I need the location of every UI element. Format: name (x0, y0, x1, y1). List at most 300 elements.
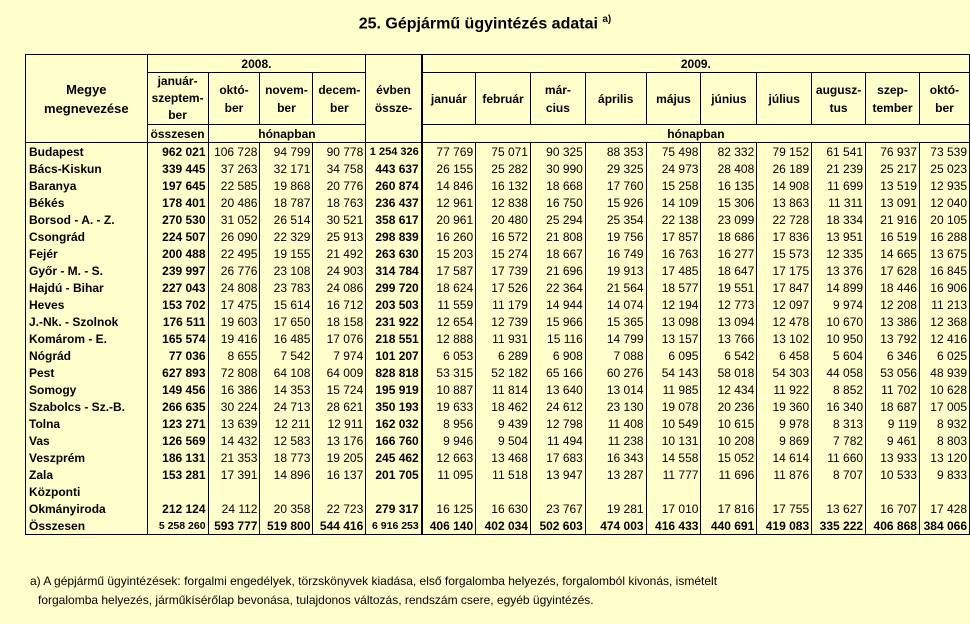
table-cell: 16 750 (530, 194, 585, 211)
table-cell: 12 663 (422, 449, 476, 466)
table-cell: 16 749 (585, 245, 646, 262)
table-cell: 416 433 (646, 517, 701, 535)
table-cell: 17 475 (208, 296, 260, 313)
table-cell: 64 108 (260, 364, 313, 381)
table-cell: 65 166 (530, 364, 585, 381)
table-row (26, 296, 970, 313)
empty-cell (208, 483, 260, 500)
table-cell: 13 014 (585, 381, 646, 398)
table-row (26, 398, 970, 415)
table-cell: 21 808 (530, 228, 585, 245)
county-name: Vas (26, 432, 148, 449)
table-cell: 11 814 (476, 381, 531, 398)
table-cell: 22 585 (208, 177, 260, 194)
table-cell: 15 573 (757, 245, 812, 262)
table-cell: 16 519 (866, 228, 920, 245)
table-cell: 236 437 (375, 195, 419, 210)
col-janszept-total-label: összesen (147, 125, 208, 143)
table-cell: 6 053 (422, 347, 476, 364)
table-row (26, 194, 970, 211)
county-name: Szabolcs - Sz.-B. (26, 398, 148, 415)
table-cell: 8 852 (812, 381, 866, 398)
empty-cell (757, 483, 812, 500)
table-cell: 34 758 (313, 160, 366, 177)
county-name: Hajdú - Bihar (26, 279, 148, 296)
empty-cell (476, 483, 531, 500)
table-cell: 10 533 (866, 466, 920, 483)
honapban-2009: hónapban (422, 125, 970, 143)
spacer-cell (366, 125, 422, 143)
county-name: J.-Nk. - Szolnok (26, 313, 148, 330)
table-cell: 11 922 (757, 381, 812, 398)
table-cell: 23 099 (701, 211, 757, 228)
table-cell: 11 777 (646, 466, 701, 483)
table-cell: 19 633 (422, 398, 476, 415)
table-cell: 24 808 (208, 279, 260, 296)
county-name: Pest (26, 364, 148, 381)
table-cell: 58 018 (701, 364, 757, 381)
table-cell: 48 939 (919, 364, 969, 381)
month-header-4: április (585, 73, 646, 125)
table-cell: 20 961 (422, 211, 476, 228)
table-cell: 22 138 (646, 211, 701, 228)
table-cell: 12 739 (476, 313, 531, 330)
empty-cell (366, 483, 422, 500)
table-cell: 7 542 (260, 347, 313, 364)
table-cell: 19 551 (701, 279, 757, 296)
table-cell: 12 583 (260, 432, 313, 449)
month-header-8: augusz- tus (812, 73, 866, 125)
empty-cell (701, 483, 757, 500)
table-cell: 16 572 (476, 228, 531, 245)
table-cell: 90 325 (530, 143, 585, 161)
empty-cell (866, 483, 920, 500)
table-cell: 17 175 (757, 262, 812, 279)
table-cell: 593 777 (208, 517, 260, 535)
table-cell: 166 760 (375, 433, 419, 448)
table-cell: 9 504 (476, 432, 531, 449)
table-cell: 18 687 (866, 398, 920, 415)
table-row (26, 262, 970, 279)
table-cell: 8 956 (422, 415, 476, 432)
table-cell: 12 211 (260, 415, 313, 432)
table-cell: 15 203 (422, 245, 476, 262)
table-cell: 14 109 (646, 194, 701, 211)
table-cell: 474 003 (585, 517, 646, 535)
page-title (0, 14, 970, 33)
table-cell: 13 386 (866, 313, 920, 330)
table-cell: 31 052 (208, 211, 260, 228)
table-cell: 10 615 (701, 415, 757, 432)
table-cell: 176 511 (147, 313, 208, 330)
table-cell: 37 263 (208, 160, 260, 177)
table-cell: 12 368 (919, 313, 969, 330)
table-cell: 21 239 (812, 160, 866, 177)
table-cell: 6 289 (476, 347, 531, 364)
table-cell: 1 254 326 (369, 145, 419, 158)
table-cell: 52 182 (476, 364, 531, 381)
county-name: Nógrád (26, 347, 148, 364)
table-cell: 18 667 (530, 245, 585, 262)
table-cell: 13 376 (812, 262, 866, 279)
table-cell: 11 702 (866, 381, 920, 398)
table-cell: 23 767 (530, 500, 585, 517)
table-cell: 178 401 (147, 194, 208, 211)
table-cell: 16 343 (585, 449, 646, 466)
title-text: 25. Gépjármű ügyintézés adatai (358, 15, 598, 33)
table-cell: 16 630 (476, 500, 531, 517)
table-cell: 17 587 (422, 262, 476, 279)
table-cell: 13 933 (866, 449, 920, 466)
table-cell: 8 803 (919, 432, 969, 449)
table-cell: 24 713 (260, 398, 313, 415)
table-cell: 19 360 (757, 398, 812, 415)
table-cell: 22 364 (530, 279, 585, 296)
table-cell: 13 120 (919, 449, 969, 466)
table-cell: 17 760 (585, 177, 646, 194)
table-cell: 94 799 (260, 143, 313, 161)
table-cell: 11 985 (646, 381, 701, 398)
table-cell: 7 974 (313, 347, 366, 364)
table-cell: 19 913 (585, 262, 646, 279)
month-header-2: február (476, 73, 531, 125)
county-name: Bács-Kiskun (26, 160, 148, 177)
table-cell: 12 888 (422, 330, 476, 347)
table-cell: 106 728 (208, 143, 260, 161)
table-cell: 19 868 (260, 177, 313, 194)
honapban-2008: hónapban (208, 125, 366, 143)
table-cell: 15 116 (530, 330, 585, 347)
empty-cell (919, 483, 969, 500)
table-cell: 14 908 (757, 177, 812, 194)
table-cell: 17 391 (208, 466, 260, 483)
table-cell: 15 724 (313, 381, 366, 398)
table-cell: 195 919 (375, 382, 419, 397)
table-cell: 77 769 (422, 143, 476, 161)
table-cell: 314 784 (375, 263, 419, 278)
table-cell: 13 640 (530, 381, 585, 398)
table-cell: 15 052 (701, 449, 757, 466)
table-cell: 402 034 (476, 517, 531, 535)
table-cell: 17 526 (476, 279, 531, 296)
table-cell: 19 205 (313, 449, 366, 466)
table-cell: 6 095 (646, 347, 701, 364)
table-cell: 218 551 (375, 331, 419, 346)
table-cell: 149 456 (147, 381, 208, 398)
footnote (30, 572, 717, 610)
table-cell: 15 274 (476, 245, 531, 262)
table-cell: 21 492 (313, 245, 366, 262)
table-row (26, 466, 970, 483)
table-cell: 13 639 (208, 415, 260, 432)
title-note: a) (602, 14, 612, 25)
table-cell: 14 614 (757, 449, 812, 466)
table-cell: 11 179 (476, 296, 531, 313)
table-cell: 17 485 (646, 262, 701, 279)
table-cell: 298 839 (375, 229, 419, 244)
table-cell: 201 705 (375, 467, 419, 482)
table-cell: 79 152 (757, 143, 812, 161)
table-row (26, 279, 970, 296)
table-cell: 6 346 (866, 347, 920, 364)
table-cell: 54 303 (757, 364, 812, 381)
table-cell: 231 922 (375, 314, 419, 329)
table-cell: 13 766 (701, 330, 757, 347)
table-cell: 30 224 (208, 398, 260, 415)
table-cell: 26 514 (260, 211, 313, 228)
table-cell: 350 193 (375, 399, 419, 414)
table-cell: 12 773 (701, 296, 757, 313)
table-row (26, 313, 970, 330)
table-cell: 75 498 (646, 143, 701, 161)
county-name: Okmányiroda (26, 500, 148, 517)
table-cell: 22 329 (260, 228, 313, 245)
table-cell: 25 913 (313, 228, 366, 245)
table-cell: 16 135 (701, 177, 757, 194)
table-row (26, 228, 970, 245)
table-cell: 16 845 (919, 262, 969, 279)
table-row-total (26, 517, 970, 535)
table-cell: 384 066 (919, 517, 969, 535)
table-cell: 13 675 (919, 245, 969, 262)
col-janszept-header: január- szeptem- ber (147, 73, 208, 125)
table-cell: 17 683 (530, 449, 585, 466)
table-cell: 72 808 (208, 364, 260, 381)
table-cell: 11 311 (812, 194, 866, 211)
table-row (26, 211, 970, 228)
table-cell: 16 132 (476, 177, 531, 194)
table-cell: 20 105 (919, 211, 969, 228)
table-row (26, 330, 970, 347)
empty-cell (585, 483, 646, 500)
table-row (26, 483, 970, 500)
table-cell: 14 558 (646, 449, 701, 466)
month-header-1: január (422, 73, 476, 125)
county-name: Csongrád (26, 228, 148, 245)
table-cell: 18 334 (812, 211, 866, 228)
year-2009-header: 2009. (422, 55, 970, 73)
table-cell: 9 439 (476, 415, 531, 432)
table-cell: 17 628 (866, 262, 920, 279)
table-cell: 16 277 (701, 245, 757, 262)
table-cell: 299 720 (375, 280, 419, 295)
table-cell: 24 903 (313, 262, 366, 279)
table-cell: 266 635 (147, 398, 208, 415)
table-cell: 8 932 (919, 415, 969, 432)
table-cell: 962 021 (147, 143, 208, 161)
table-cell: 17 739 (476, 262, 531, 279)
col-evben-header: évben össze- (374, 82, 413, 115)
table-cell: 26 776 (208, 262, 260, 279)
table-cell: 11 408 (585, 415, 646, 432)
table-cell: 73 539 (919, 143, 969, 161)
table-cell: 15 306 (701, 194, 757, 211)
table-cell: 11 931 (476, 330, 531, 347)
table-cell: 25 354 (585, 211, 646, 228)
table-cell: 12 416 (919, 330, 969, 347)
table-cell: 13 468 (476, 449, 531, 466)
table-cell: 6 908 (530, 347, 585, 364)
month-header-10: októ- ber (919, 73, 969, 125)
table-cell: 153 281 (147, 466, 208, 483)
table-cell: 15 258 (646, 177, 701, 194)
table-cell: 17 857 (646, 228, 701, 245)
table-cell: 18 446 (866, 279, 920, 296)
table-row (26, 364, 970, 381)
table-cell: 15 614 (260, 296, 313, 313)
table-cell: 14 665 (866, 245, 920, 262)
month-header-9: szep- tember (866, 73, 920, 125)
table-cell: 64 009 (313, 364, 366, 381)
table-cell: 12 097 (757, 296, 812, 313)
table-cell: 12 654 (422, 313, 476, 330)
county-header: Megye megnevezése (26, 55, 148, 143)
table-cell: 15 966 (530, 313, 585, 330)
table-cell: 24 112 (208, 500, 260, 517)
table-row (26, 449, 970, 466)
table-cell: 13 947 (530, 466, 585, 483)
table-cell: 260 874 (375, 178, 419, 193)
table-cell: 19 603 (208, 313, 260, 330)
table-cell: 10 131 (646, 432, 701, 449)
table-cell: 12 911 (313, 415, 366, 432)
county-name: Központi (26, 483, 148, 500)
table-cell: 13 287 (585, 466, 646, 483)
table-cell: 8 655 (208, 347, 260, 364)
table-cell: 186 131 (147, 449, 208, 466)
table-cell: 28 621 (313, 398, 366, 415)
table-cell: 26 155 (422, 160, 476, 177)
table-cell: 11 095 (422, 466, 476, 483)
table-cell: 18 624 (422, 279, 476, 296)
table-cell: 7 782 (812, 432, 866, 449)
table-cell: 18 787 (260, 194, 313, 211)
table-row (26, 381, 970, 398)
table-cell: 13 951 (812, 228, 866, 245)
table-cell: 22 723 (313, 500, 366, 517)
table-cell: 61 541 (812, 143, 866, 161)
table-cell: 11 213 (919, 296, 969, 313)
table-cell: 11 876 (757, 466, 812, 483)
table-cell: 25 294 (530, 211, 585, 228)
table-cell: 14 432 (208, 432, 260, 449)
spacer-cell (366, 55, 422, 73)
table-cell: 90 778 (313, 143, 366, 161)
table-cell: 18 577 (646, 279, 701, 296)
table-cell: 406 868 (866, 517, 920, 535)
table-cell: 19 281 (585, 500, 646, 517)
table-cell: 13 157 (646, 330, 701, 347)
table-cell: 9 119 (866, 415, 920, 432)
table-cell: 21 353 (208, 449, 260, 466)
table-cell: 9 974 (812, 296, 866, 313)
table-cell: 19 416 (208, 330, 260, 347)
table-cell: 11 494 (530, 432, 585, 449)
county-name: Összesen (26, 517, 148, 535)
table-cell: 17 005 (919, 398, 969, 415)
table-cell: 14 074 (585, 296, 646, 313)
table-cell: 17 755 (757, 500, 812, 517)
table-cell: 13 627 (812, 500, 866, 517)
table-cell: 9 946 (422, 432, 476, 449)
table-cell: 13 863 (757, 194, 812, 211)
table-cell: 123 271 (147, 415, 208, 432)
table-cell: 12 434 (701, 381, 757, 398)
table-cell: 75 071 (476, 143, 531, 161)
table-cell: 440 691 (701, 517, 757, 535)
table-cell: 10 950 (812, 330, 866, 347)
table-cell: 19 756 (585, 228, 646, 245)
table-cell: 16 137 (313, 466, 366, 483)
table-cell: 14 899 (812, 279, 866, 296)
table-cell: 13 102 (757, 330, 812, 347)
table-cell: 9 869 (757, 432, 812, 449)
table-cell: 14 846 (422, 177, 476, 194)
table-cell: 12 935 (919, 177, 969, 194)
table-cell: 12 040 (919, 194, 969, 211)
table-cell: 23 130 (585, 398, 646, 415)
table-cell: 10 549 (646, 415, 701, 432)
table-cell: 19 078 (646, 398, 701, 415)
table-cell: 245 462 (375, 450, 419, 465)
table-row (26, 347, 970, 364)
table-row (26, 500, 970, 517)
table-cell: 17 428 (919, 500, 969, 517)
table-cell: 17 816 (701, 500, 757, 517)
table-row (26, 245, 970, 262)
table-cell: 18 773 (260, 449, 313, 466)
table-cell: 10 887 (422, 381, 476, 398)
month-header-3: már- cius (530, 73, 585, 125)
table-cell: 16 125 (422, 500, 476, 517)
table-cell: 13 091 (866, 194, 920, 211)
table-cell: 828 818 (375, 365, 419, 380)
county-name: Baranya (26, 177, 148, 194)
table-cell: 335 222 (812, 517, 866, 535)
empty-cell (147, 483, 208, 500)
table-cell: 21 916 (866, 211, 920, 228)
table-cell: 12 838 (476, 194, 531, 211)
table-cell: 77 036 (147, 347, 208, 364)
table-cell: 16 763 (646, 245, 701, 262)
table-row (26, 415, 970, 432)
table-cell: 6 542 (701, 347, 757, 364)
table-cell: 12 194 (646, 296, 701, 313)
table-cell: 101 207 (375, 348, 419, 363)
table-cell: 358 617 (375, 212, 419, 227)
empty-cell (812, 483, 866, 500)
table-cell: 44 058 (812, 364, 866, 381)
table-cell: 16 288 (919, 228, 969, 245)
footnote-line-1: a) A gépjármű ügyintézések: forgalmi engedélyek, törzskönyvek kiadása, első forgalomba helyezés, forgalomból kivonás, ismételt (30, 574, 718, 588)
table-cell: 16 707 (866, 500, 920, 517)
table-cell: 16 386 (208, 381, 260, 398)
table-cell: 419 083 (757, 517, 812, 535)
month-header-5: május (646, 73, 701, 125)
table-cell: 32 171 (260, 160, 313, 177)
table-cell: 18 462 (476, 398, 531, 415)
table-cell: 13 098 (646, 313, 701, 330)
table-cell: 19 155 (260, 245, 313, 262)
table-cell: 279 317 (375, 501, 419, 516)
table-cell: 18 158 (313, 313, 366, 330)
table-row (26, 177, 970, 194)
table-cell: 17 847 (757, 279, 812, 296)
county-name: Zala (26, 466, 148, 483)
table-cell: 162 032 (375, 416, 419, 431)
table-cell: 25 023 (919, 160, 969, 177)
county-name: Somogy (26, 381, 148, 398)
